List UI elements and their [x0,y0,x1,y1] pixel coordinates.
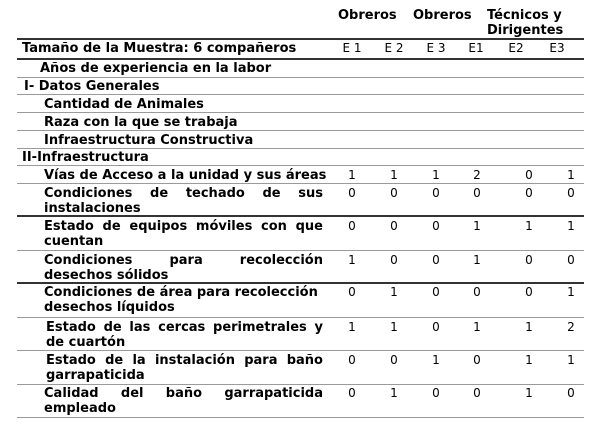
value-cell: 1 [390,285,398,299]
row-divider [17,417,584,418]
header-top-rule [17,38,584,40]
value-cell: 1 [567,353,575,367]
value-cell: 1 [473,219,481,233]
value-cell: 1 [567,219,575,233]
value-cell: 1 [348,253,356,267]
row-divider [17,148,584,149]
row-label: II-Infraestructura [22,150,149,165]
value-cell: 0 [348,219,356,233]
col-header-e3-b: E3 [549,41,565,55]
value-cell: 1 [473,320,481,334]
row-divider [17,282,584,284]
value-cell: 0 [348,186,356,200]
row-label: I- Datos Generales [24,79,160,94]
row-divider [17,215,584,217]
row-divider [17,130,584,131]
value-cell: 0 [473,285,481,299]
row-divider [17,94,584,95]
row-label: Infraestructura Constructiva [44,133,254,148]
value-cell: 0 [390,219,398,233]
value-cell: 1 [432,353,440,367]
value-cell: 0 [525,168,533,182]
row-divider [17,77,584,78]
col-header-e2-a: E 2 [384,41,404,55]
value-cell: 1 [473,253,481,267]
header-bottom-rule [17,58,584,60]
col-header-e1-a: E 1 [342,41,362,55]
value-cell: 1 [525,386,533,400]
row-divider [17,183,584,184]
value-cell: 1 [390,320,398,334]
value-cell: 0 [473,353,481,367]
row-label: Condiciones de techado de sus instalaciones [44,186,323,216]
value-cell: 0 [348,353,356,367]
group-header-tecnicos: Técnicos y Dirigentes [487,8,564,38]
value-cell: 0 [525,285,533,299]
row-divider [17,317,584,318]
row-label: Vías de Acceso a la unidad y sus áreas [44,168,327,183]
group-header-obreros-2: Obreros [413,8,472,23]
row-label: Condiciones de área para recolección desechos líquidos [44,285,318,315]
row-label: Estado de la instalación para baño garrapaticida [46,353,323,383]
value-cell: 0 [473,386,481,400]
value-cell: 0 [390,253,398,267]
value-cell: 1 [390,386,398,400]
row-label: Raza con la que se trabaja [44,115,238,130]
value-cell: 0 [432,186,440,200]
value-cell: 0 [567,253,575,267]
value-cell: 1 [525,320,533,334]
sample-size-label: Tamaño de la Muestra: 6 compañeros [22,41,297,56]
row-divider [17,165,584,166]
value-cell: 0 [390,186,398,200]
row-label: Años de experiencia en la labor [40,61,272,76]
row-label: Estado de equipos móviles con que cuentan [44,219,323,249]
value-cell: 0 [390,353,398,367]
value-cell: 1 [567,168,575,182]
col-header-e3-a: E 3 [426,41,446,55]
value-cell: 0 [348,386,356,400]
value-cell: 0 [473,186,481,200]
col-header-e1-b: E1 [468,41,484,55]
row-divider [17,384,584,385]
value-cell: 0 [432,320,440,334]
col-header-e2-b: E2 [508,41,524,55]
value-cell: 0 [432,219,440,233]
value-cell: 1 [432,168,440,182]
value-cell: 1 [567,285,575,299]
row-label: Condiciones para recolección desechos sólidos [44,253,323,283]
value-cell: 0 [567,186,575,200]
value-cell: 0 [348,285,356,299]
row-label: Estado de las cercas perimetrales y de cuartón [46,320,323,350]
row-divider [17,250,584,251]
value-cell: 0 [567,386,575,400]
value-cell: 0 [432,386,440,400]
value-cell: 0 [432,253,440,267]
row-divider [17,350,584,351]
value-cell: 0 [525,186,533,200]
value-cell: 1 [525,219,533,233]
group-header-obreros-1: Obreros [338,8,397,23]
value-cell: 1 [525,353,533,367]
value-cell: 1 [390,168,398,182]
value-cell: 2 [567,320,575,334]
row-divider [17,112,584,113]
value-cell: 0 [525,253,533,267]
value-cell: 1 [348,168,356,182]
value-cell: 2 [473,168,481,182]
row-label: Cantidad de Animales [44,97,204,112]
value-cell: 0 [432,285,440,299]
row-label: Calidad del baño garrapaticida empleado [44,386,323,416]
value-cell: 1 [348,320,356,334]
